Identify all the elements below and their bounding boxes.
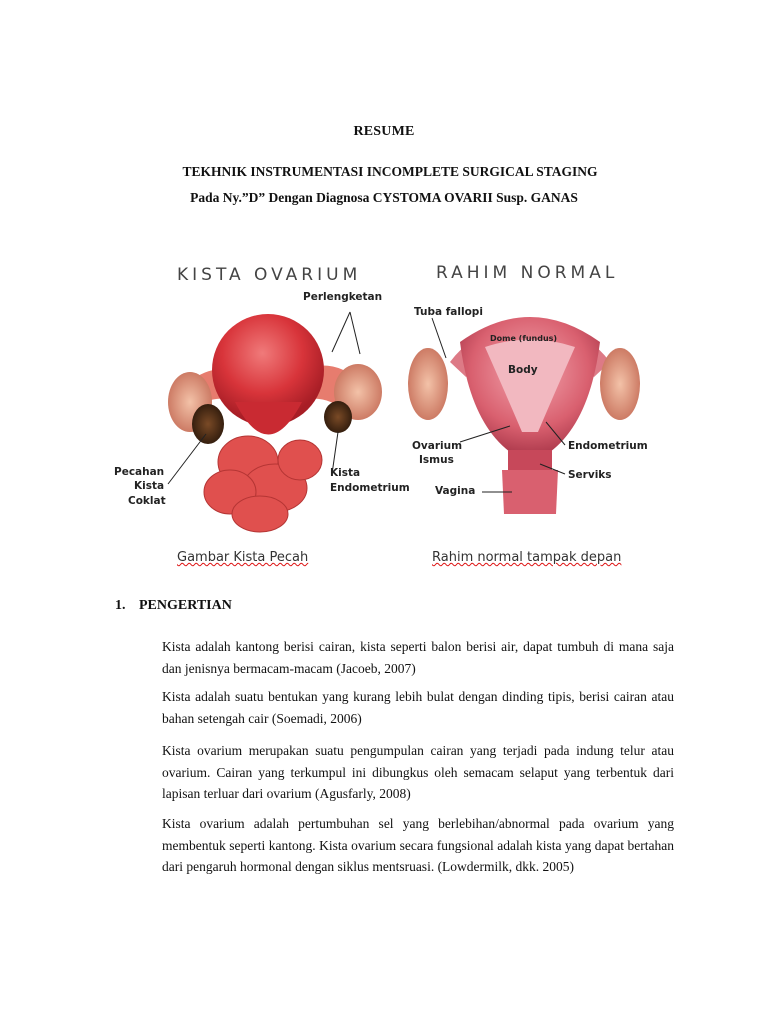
caption-rahim-normal-text: Rahim normal tampak depan	[432, 550, 622, 565]
paragraph: Kista adalah kantong berisi cairan, kista seperti balon berisi air, dapat tumbuh di mana saja dan jenisnya bermacam-macam (Jacoeb, 2007)	[162, 639, 674, 676]
caption-rahim-normal	[432, 550, 621, 565]
label-ismus: Ismus	[419, 454, 454, 466]
label-coklat: Coklat	[128, 495, 166, 507]
label-ovarium: Ovarium	[412, 440, 463, 452]
label-endometrium-left: Endometrium	[330, 482, 410, 494]
paragraph: Kista adalah suatu bentukan yang kurang lebih bulat dengan dinding tipis, berisi cairan atau bahan setengah cair (Soemadi, 2006)	[162, 689, 674, 726]
paragraph: Kista ovarium adalah pertumbuhan sel yang berlebihan/abnormal pada ovarium yang membentuk seperti kantong. Kista ovarium secara fungsional adalah kista yang dapat bertahan dari pengaruh hormonal dengan siklus mentsruasi. (Lowdermilk, dkk. 2005)	[162, 816, 674, 874]
section-title: PENGERTIAN	[139, 598, 232, 613]
paragraph: Kista ovarium merupakan suatu pengumpulan cairan yang terjadi pada indung telur atau ovarium. Cairan yang terkumpul ini dibungkus oleh semacam selaput yang terbentuk dari lapisan terluar dari ovarium (Agusfarly, 2008)	[162, 743, 674, 801]
label-perlengketan: Perlengketan	[303, 291, 383, 303]
anatomy-illustration	[110, 252, 660, 582]
caption-kista-pecah-text: Gambar Kista Pecah	[177, 550, 309, 565]
label-dome: Dome (fundus)	[490, 334, 558, 343]
label-vagina: Vagina	[435, 485, 476, 497]
label-kista-pecahan: Kista	[134, 480, 165, 492]
rahim-normal-title: RAHIM NORMAL	[436, 263, 619, 283]
label-kista-endometrium: Kista	[330, 467, 361, 479]
label-pecahan: Pecahan	[114, 466, 165, 478]
kista-ovarium-title: KISTA OVARIUM	[177, 265, 362, 285]
section-number: 1.	[115, 598, 126, 613]
anatomy-figure	[110, 252, 660, 582]
document-title: RESUME	[353, 124, 415, 139]
patient-diagnosis-line: Pada Ny.”D” Dengan Diagnosa CYSTOMA OVARII Susp. GANAS	[190, 190, 578, 205]
label-serviks: Serviks	[568, 469, 612, 481]
section-heading	[115, 598, 232, 614]
label-endometrium-right: Endometrium	[568, 440, 648, 452]
caption-kista-pecah	[177, 550, 308, 565]
kista-ovarium-illustration	[168, 312, 382, 532]
document-subtitle: TEKHNIK INSTRUMENTASI INCOMPLETE SURGICAL STAGING	[182, 164, 598, 179]
label-body: Body	[508, 364, 538, 376]
label-tuba-fallopi: Tuba fallopi	[414, 306, 483, 318]
